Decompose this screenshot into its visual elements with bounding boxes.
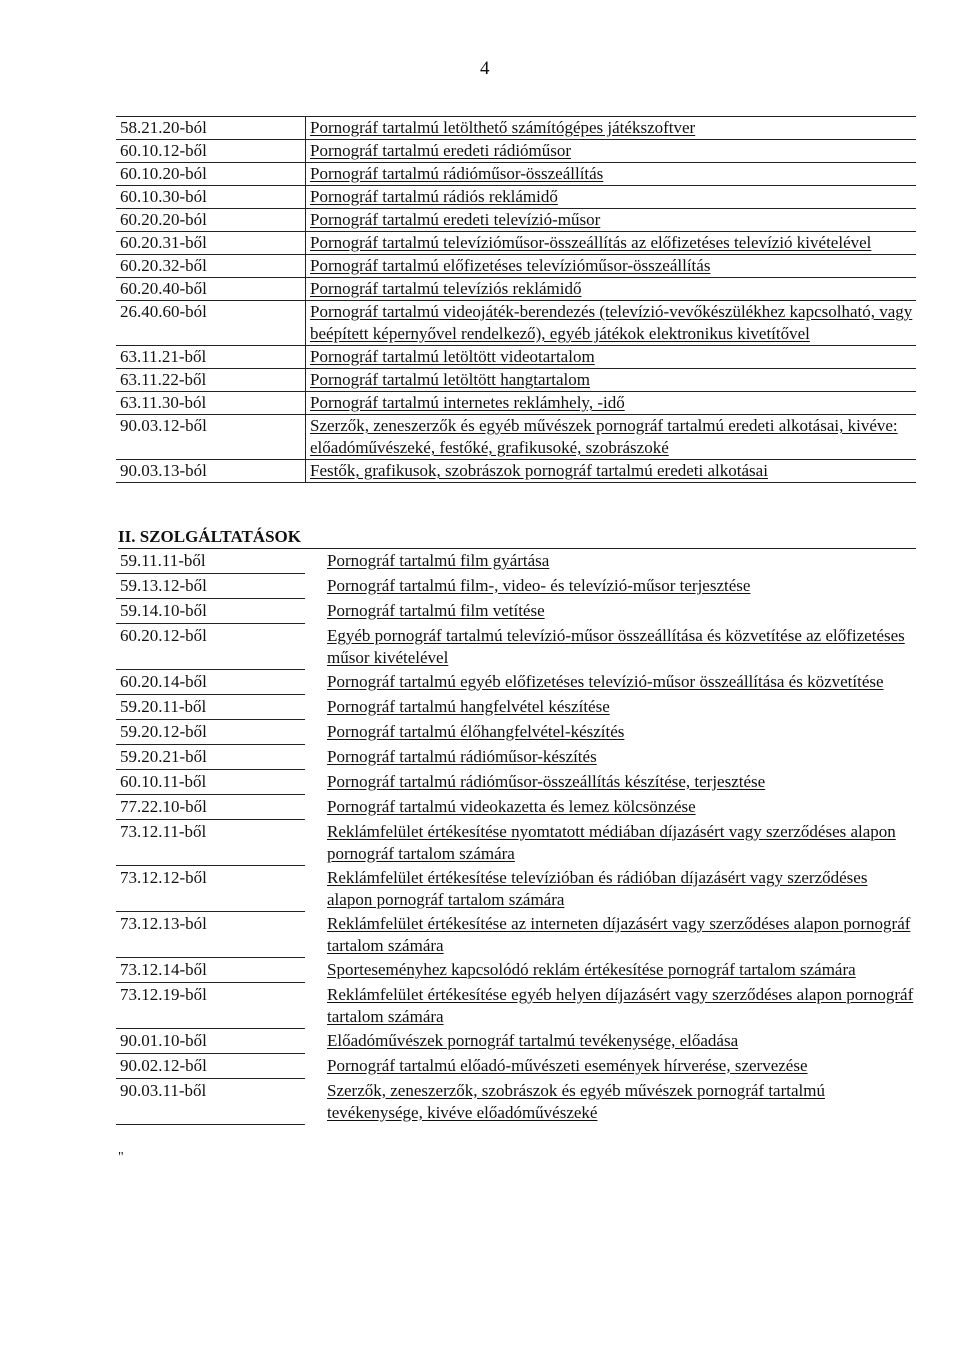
- item-description: Pornográf tartalmú letöltött videotartalom: [310, 347, 595, 366]
- teaor-code: 59.14.10-ből: [116, 599, 305, 624]
- item-description-cell: [305, 670, 916, 695]
- teaor-code: 60.10.30-ból: [116, 186, 306, 209]
- teaor-code: 73.12.14-ből: [116, 958, 305, 983]
- item-description-cell: [306, 209, 917, 232]
- services-table: [116, 549, 916, 1125]
- teaor-code: 90.02.12-ből: [116, 1054, 305, 1079]
- item-description: Pornográf tartalmú egyéb előfizetéses televízió-műsor összeállítása és közvetítése: [327, 671, 884, 691]
- item-description-cell: [305, 549, 916, 574]
- item-description-cell: [305, 958, 916, 983]
- table-row: [116, 392, 916, 415]
- teaor-code: 60.20.31-ből: [116, 232, 306, 255]
- item-description-cell: [305, 1079, 916, 1125]
- item-description: Szerzők, zeneszerzők, szobrászok és egyéb művészek pornográf tartalmú tevékenysége, kivéve előadóművészeké: [327, 1080, 825, 1122]
- table-row: [116, 460, 916, 483]
- item-description-cell: [305, 720, 916, 745]
- item-description: Pornográf tartalmú élőhangfelvétel-készítés: [327, 721, 625, 741]
- item-description-cell: [306, 232, 917, 255]
- teaor-code: 60.20.12-ből: [116, 624, 305, 670]
- item-description-cell: [305, 695, 916, 720]
- table-row: [116, 1029, 916, 1054]
- item-description-cell: [305, 574, 916, 599]
- teaor-code: 60.10.12-ből: [116, 140, 306, 163]
- table-row: [116, 866, 916, 912]
- item-description-cell: [306, 163, 917, 186]
- item-description-cell: [305, 795, 916, 820]
- item-description-cell: [305, 745, 916, 770]
- teaor-code: 59.20.11-ből: [116, 695, 305, 720]
- item-description-cell: [305, 770, 916, 795]
- teaor-code: 60.20.20-ból: [116, 209, 306, 232]
- table-row: [116, 795, 916, 820]
- page-number: 4: [480, 58, 490, 79]
- table-row: [116, 255, 916, 278]
- table-row: [116, 301, 916, 346]
- item-description: Szerzők, zeneszerzők és egyéb művészek pornográf tartalmú eredeti alkotásai, kivéve: előadóművészeké, festőké, grafikusoké, szobrászoké: [310, 416, 898, 457]
- teaor-code: 60.10.11-ből: [116, 770, 305, 795]
- item-description: Pornográf tartalmú videokazetta és lemez kölcsönzése: [327, 796, 696, 816]
- section-heading-services: II. SZOLGÁLTATÁSOK: [118, 526, 916, 549]
- item-description-cell: [306, 369, 917, 392]
- item-description-cell: [306, 186, 917, 209]
- item-description: Pornográf tartalmú letöltött hangtartalom: [310, 370, 590, 389]
- item-description-cell: [306, 278, 917, 301]
- teaor-code: 59.11.11-ből: [116, 549, 305, 574]
- table-row: [116, 1054, 916, 1079]
- item-description: Előadóművészek pornográf tartalmú tevékenysége, előadása: [327, 1030, 739, 1050]
- teaor-code: 73.12.13-ból: [116, 912, 305, 958]
- table-row: [116, 720, 916, 745]
- item-description: Pornográf tartalmú előfizetéses televízióműsor-összeállítás: [310, 256, 711, 275]
- table-row: [116, 415, 916, 460]
- item-description: Pornográf tartalmú film-, video- és televízió-műsor terjesztése: [327, 575, 751, 595]
- teaor-code: 59.20.12-ből: [116, 720, 305, 745]
- closing-quote-mark: ": [118, 1150, 124, 1165]
- teaor-code: 63.11.21-ből: [116, 346, 306, 369]
- table-row: [116, 820, 916, 866]
- teaor-code: 60.20.40-ből: [116, 278, 306, 301]
- teaor-code: 60.20.14-ből: [116, 670, 305, 695]
- teaor-code: 26.40.60-ból: [116, 301, 306, 346]
- item-description: Pornográf tartalmú letölthető számítógépes játékszoftver: [310, 118, 696, 137]
- item-description: Pornográf tartalmú rádióműsor-készítés: [327, 746, 597, 766]
- item-description: Reklámfelület értékesítése televízióban és rádióban díjazásért vagy szerződéses alapon pornográf tartalom számára: [327, 867, 868, 909]
- item-description-cell: [306, 117, 917, 140]
- table-row: [116, 770, 916, 795]
- teaor-code: 59.13.12-ből: [116, 574, 305, 599]
- table-row: [116, 346, 916, 369]
- teaor-code: 59.20.21-ből: [116, 745, 305, 770]
- item-description: Pornográf tartalmú internetes reklámhely, -idő: [310, 393, 625, 412]
- item-description-cell: [305, 624, 916, 670]
- products-table: [116, 116, 916, 483]
- item-description: Pornográf tartalmú film vetítése: [327, 600, 545, 620]
- table-row: [116, 745, 916, 770]
- item-description: Pornográf tartalmú eredeti televízió-műsor: [310, 210, 601, 229]
- table-row: [116, 232, 916, 255]
- item-description-cell: [305, 599, 916, 624]
- teaor-code: 73.12.12-ből: [116, 866, 305, 912]
- table-row: [116, 140, 916, 163]
- item-description-cell: [305, 1029, 916, 1054]
- item-description: Festők, grafikusok, szobrászok pornográf tartalmú eredeti alkotásai: [310, 461, 768, 480]
- item-description-cell: [306, 255, 917, 278]
- teaor-code: 58.21.20-ból: [116, 117, 306, 140]
- item-description-cell: [305, 983, 916, 1029]
- table-row: [116, 670, 916, 695]
- teaor-code: 73.12.11-ből: [116, 820, 305, 866]
- table-row: [116, 163, 916, 186]
- table-row: [116, 983, 916, 1029]
- item-description-cell: [306, 140, 917, 163]
- item-description-cell: [306, 346, 917, 369]
- item-description: Pornográf tartalmú eredeti rádióműsor: [310, 141, 572, 160]
- table-row: [116, 599, 916, 624]
- teaor-code: 60.20.32-ből: [116, 255, 306, 278]
- table-row: [116, 549, 916, 574]
- table-row: [116, 369, 916, 392]
- item-description: Egyéb pornográf tartalmú televízió-műsor összeállítása és közvetítése az előfizetéses műsor kivételével: [327, 625, 905, 667]
- item-description: Pornográf tartalmú rádióműsor-összeállítás: [310, 164, 604, 183]
- item-description-cell: [305, 912, 916, 958]
- item-description-cell: [305, 820, 916, 866]
- table-row: [116, 624, 916, 670]
- item-description: Pornográf tartalmú videojáték-berendezés (televízió-vevőkészülékhez kapcsolható, vagy beépített képernyővel rendelkező), egyéb játékok elektronikus kivetítővel: [310, 302, 913, 343]
- item-description: Sporteseményhez kapcsolódó reklám értékesítése pornográf tartalom számára: [327, 959, 856, 979]
- table-row: [116, 958, 916, 983]
- item-description: Pornográf tartalmú előadó-művészeti események hírverése, szervezése: [327, 1055, 808, 1075]
- teaor-code: 90.01.10-ből: [116, 1029, 305, 1054]
- table-row: [116, 912, 916, 958]
- item-description-cell: [306, 301, 917, 346]
- item-description-cell: [305, 1054, 916, 1079]
- teaor-code: 90.03.13-ból: [116, 460, 306, 483]
- item-description: Pornográf tartalmú rádiós reklámidő: [310, 187, 558, 206]
- table-row: [116, 1079, 916, 1125]
- item-description: Pornográf tartalmú hangfelvétel készítése: [327, 696, 610, 716]
- table-row: [116, 695, 916, 720]
- teaor-code: 60.10.20-ból: [116, 163, 306, 186]
- item-description: Pornográf tartalmú televízióműsor-összeállítás az előfizetéses televízió kivételével: [310, 233, 872, 252]
- table-row: [116, 117, 916, 140]
- teaor-code: 73.12.19-ből: [116, 983, 305, 1029]
- teaor-code: 90.03.11-ből: [116, 1079, 305, 1125]
- item-description-cell: [306, 415, 917, 460]
- table-row: [116, 278, 916, 301]
- teaor-code: 63.11.30-ból: [116, 392, 306, 415]
- item-description: Pornográf tartalmú televíziós reklámidő: [310, 279, 582, 298]
- table-row: [116, 209, 916, 232]
- item-description-cell: [305, 866, 916, 912]
- item-description: Pornográf tartalmú rádióműsor-összeállítás készítése, terjesztése: [327, 771, 766, 791]
- item-description: Pornográf tartalmú film gyártása: [327, 551, 550, 570]
- teaor-code: 90.03.12-ből: [116, 415, 306, 460]
- table-row: [116, 574, 916, 599]
- item-description: Reklámfelület értékesítése az interneten díjazásért vagy szerződéses alapon pornográf tartalom számára: [327, 913, 911, 955]
- teaor-code: 77.22.10-ből: [116, 795, 305, 820]
- item-description-cell: [306, 392, 917, 415]
- table-row: [116, 186, 916, 209]
- teaor-code: 63.11.22-ből: [116, 369, 306, 392]
- item-description: Reklámfelület értékesítése egyéb helyen díjazásért vagy szerződéses alapon pornográf tartalom számára: [327, 984, 914, 1026]
- item-description: Reklámfelület értékesítése nyomtatott médiában díjazásért vagy szerződéses alapon pornográf tartalom számára: [327, 821, 896, 863]
- item-description-cell: [306, 460, 917, 483]
